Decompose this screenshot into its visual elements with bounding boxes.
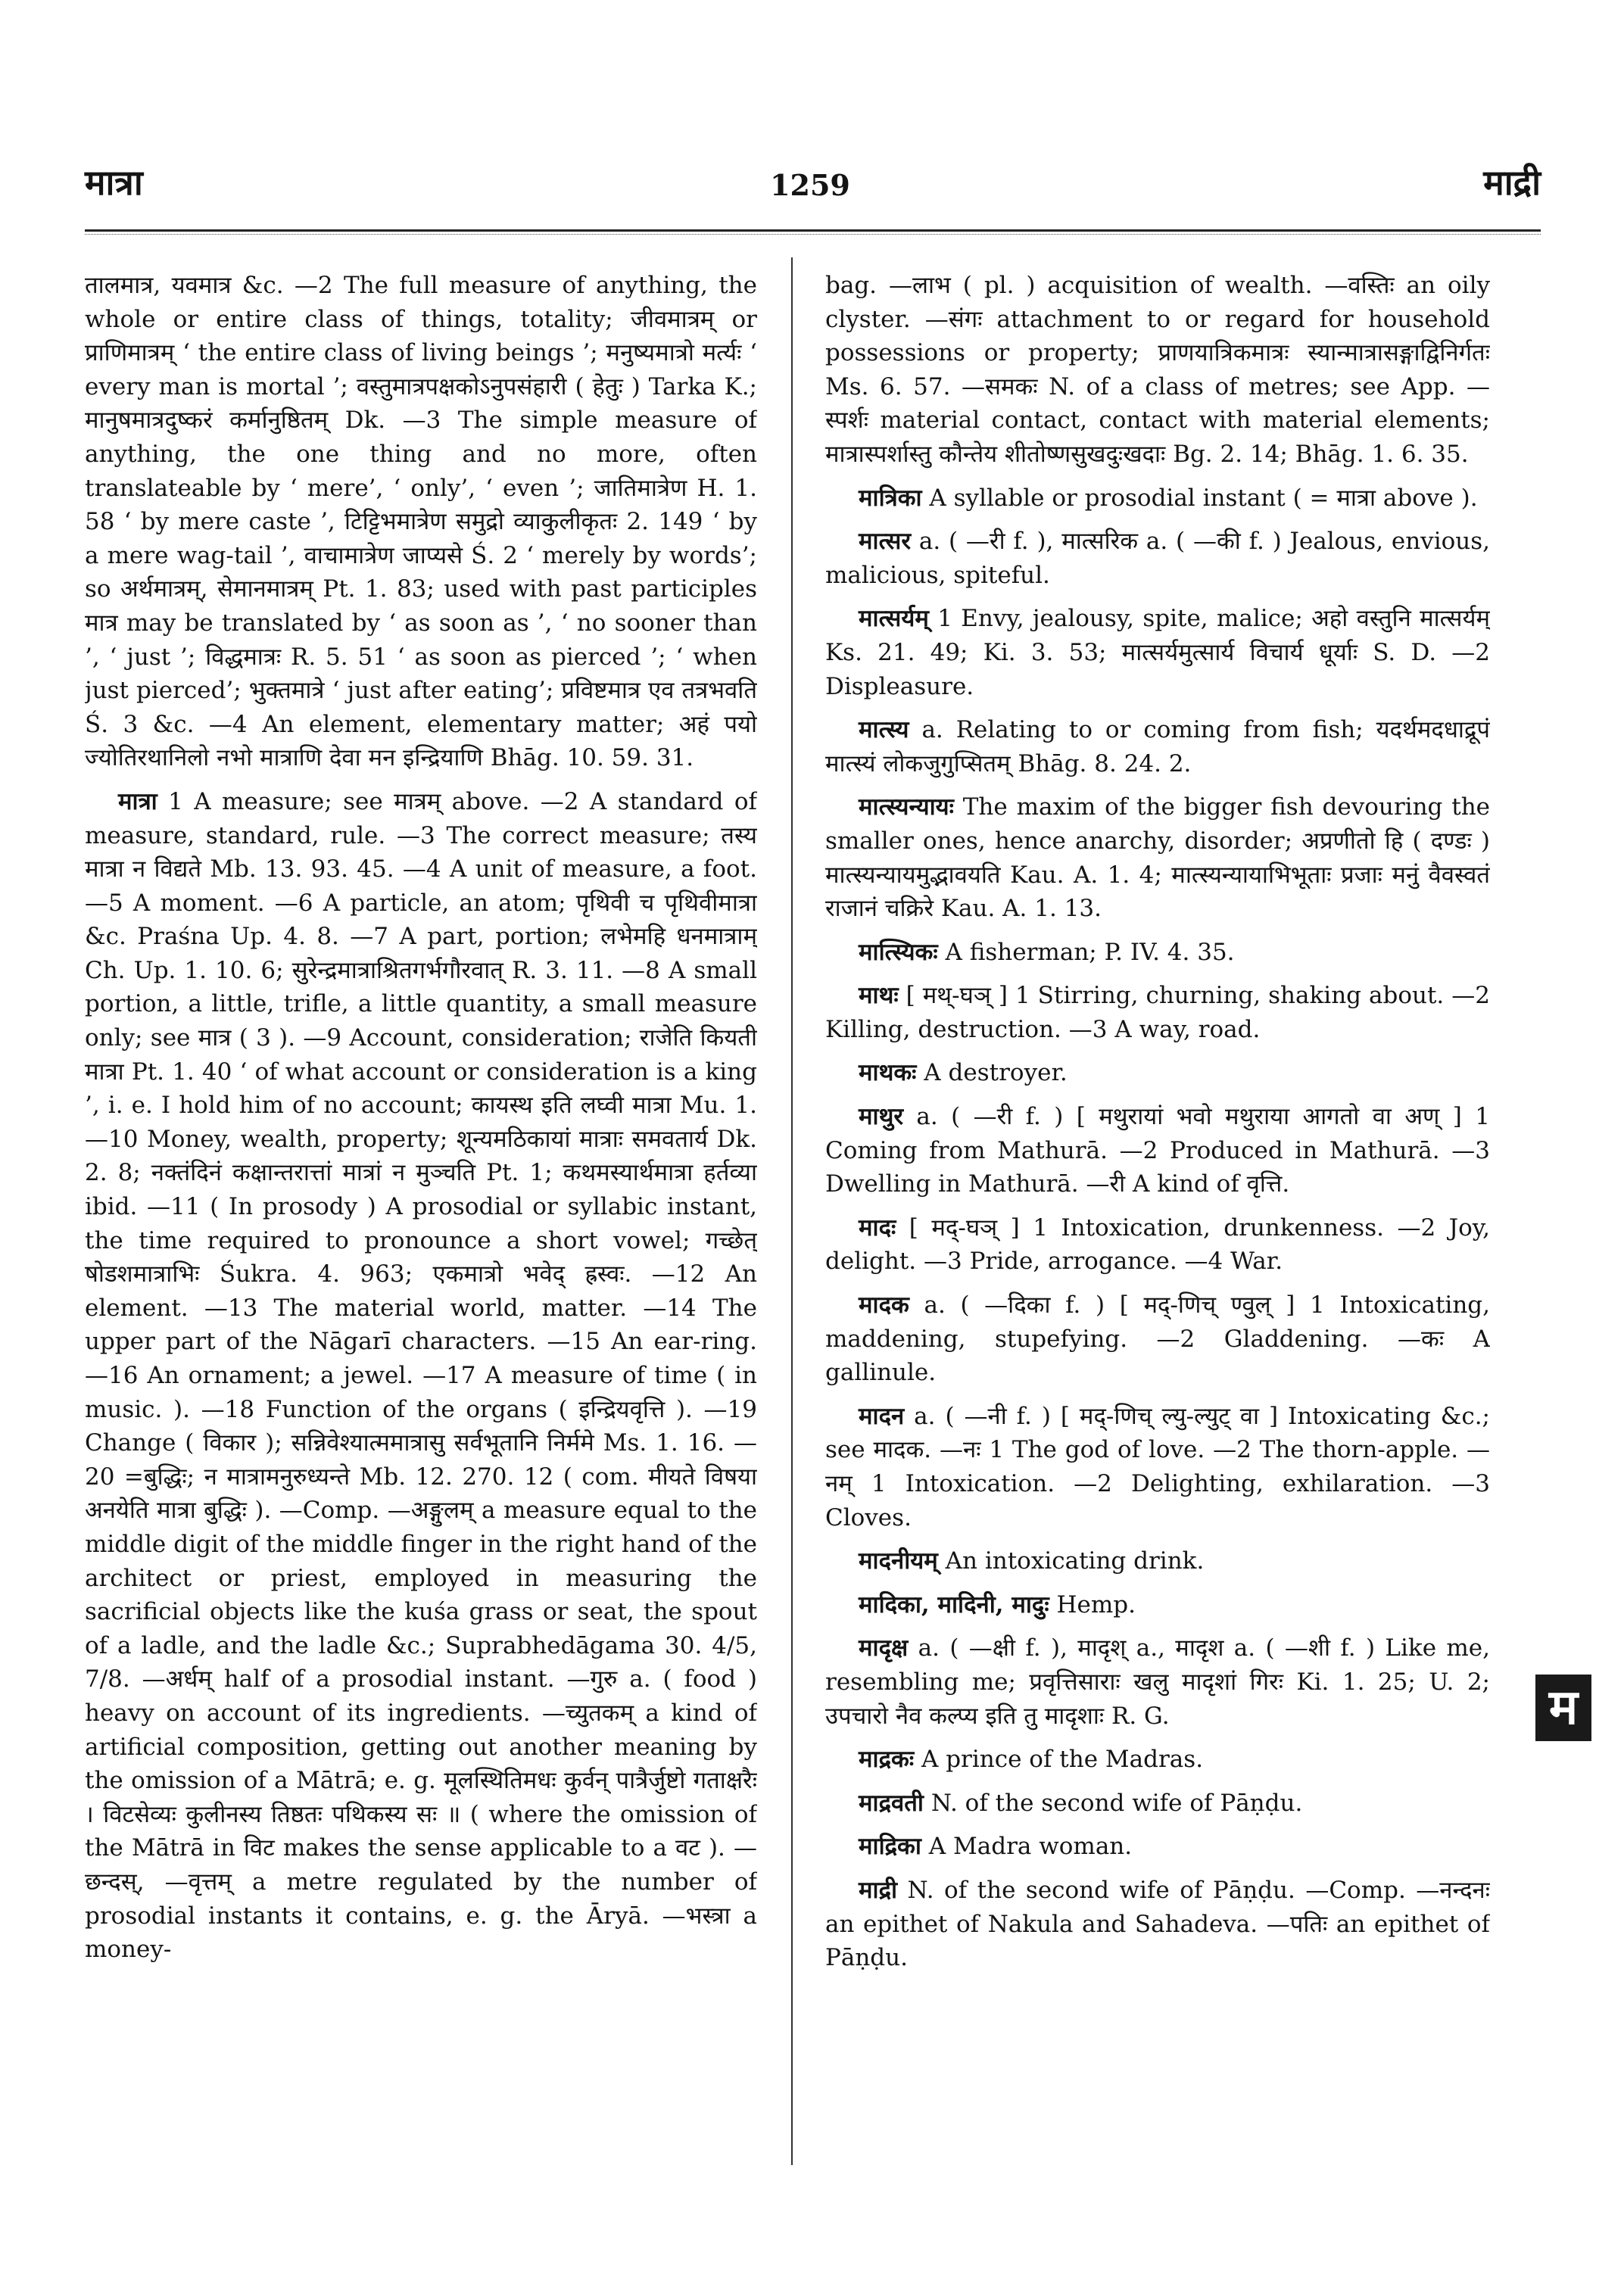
dictionary-entry xyxy=(825,979,1490,1046)
entry-headword: मादन xyxy=(859,1402,905,1430)
entry-definition: a. ( —क्षी f. ), मादृश् a., मादृश a. ( —शी f. ) Like me, resembling me; प्रवृत्तिसाराः खलु मादृशां गिरः Ki. 1. 25; U. 2; उपचारो नैव कल्प्य इति तु मादृशाः R. G. xyxy=(825,1634,1490,1730)
entry-headword: मात्सर xyxy=(859,528,912,556)
entry-definition: N. of the second wife of Pāṇḍu. xyxy=(923,1789,1303,1817)
column-divider xyxy=(791,257,793,2165)
dictionary-entry xyxy=(825,1874,1490,1975)
dictionary-entry xyxy=(825,525,1490,592)
page-number: 1259 xyxy=(770,168,850,202)
entry-definition: A prince of the Madras. xyxy=(914,1746,1204,1774)
dictionary-entry xyxy=(825,1100,1490,1201)
entry-headword: माथः xyxy=(859,982,899,1010)
entry-definition: a. ( —नी f. ) [ मद्-णिच् ल्यु-ल्युट् वा ] Intoxicating &c.; see मादक. —नः 1 The god of love. —2 The thorn-apple. —नम् 1 Intoxication. —2 Delighting, exhilaration. —3 Cloves. xyxy=(825,1402,1490,1531)
entry-headword: मादः xyxy=(859,1213,896,1242)
entry-definition: N. of the second wife of Pāṇḍu. —Comp. —नन्दनः an epithet of Nakula and Sahadeva. —पतिः an epithet of Pāṇḍu. xyxy=(825,1876,1490,1972)
entry-definition: A syllable or prosodial instant ( = मात्रा above ). xyxy=(921,484,1478,512)
entry-headword: माथुर xyxy=(859,1103,904,1131)
dictionary-entry xyxy=(825,1787,1490,1821)
dictionary-entry xyxy=(85,269,757,775)
entry-definition: A destroyer. xyxy=(916,1059,1068,1087)
dictionary-entry xyxy=(825,602,1490,703)
thumb-index-tab: म xyxy=(1535,1675,1591,1741)
dictionary-entry xyxy=(825,1288,1490,1390)
entry-definition: 1 Envy, jealousy, spite, malice; अहो वस्तुनि मात्सर्यम् Ks. 21. 49; Ki. 3. 53; मात्सर्यमुत्सार्य विचार्य धूर्याः S. D. —2 Displeasure. xyxy=(825,605,1490,700)
dictionary-entry xyxy=(825,1743,1490,1777)
entry-definition: a. Relating to or coming from fish; यदर्थमदधाद्रूपं मात्स्यं लोकजुगुप्सितम् Bhāg. 8. 24. 2. xyxy=(825,716,1490,777)
right-column xyxy=(825,269,1490,2192)
entry-definition: [ मथ्-घञ् ] 1 Stirring, churning, shaking about. —2 Killing, destruction. —3 A way, road. xyxy=(825,982,1490,1043)
dictionary-entry xyxy=(825,1631,1490,1733)
entry-definition: The maxim of the bigger fish devouring the smaller ones, hence anarchy, disorder; अप्रणीतो हि ( दण्डः ) मात्स्यन्यायमुद्भावयति Kau. A. 1. 4; मात्स्यन्यायाभिभूताः प्रजाः मनुं वैवस्वतं राजानं चक्रिरे Kau. A. 1. 13. xyxy=(825,793,1490,923)
entry-headword: मात्स्य xyxy=(859,716,909,744)
left-column xyxy=(85,269,757,2192)
header-rule xyxy=(85,229,1541,232)
entry-definition: bag. —लाभ ( pl. ) acquisition of wealth. —वस्तिः an oily clyster. —संगः attachment to or regard for household possessions or property; प्राणयात्रिकमात्रः स्यान्मात्रासङ्गाद्विनिर्गतः Ms. 6. 57. —समकः N. of a class of metres; see App. —स्पर्शः material contact, contact with material elements; मात्रास्पर्शास्तु कौन्तेय शीतोष्णसुखदुःखदाः Bg. 2. 14; Bhāg. 1. 6. 35. xyxy=(825,272,1490,468)
entry-definition: a. ( —री f. ), मात्सरिक a. ( —की f. ) Jealous, envious, malicious, spiteful. xyxy=(825,528,1490,589)
dictionary-entry xyxy=(825,1056,1490,1090)
dictionary-entry xyxy=(825,1400,1490,1534)
entry-headword: माथकः xyxy=(859,1059,917,1087)
entry-headword: मात्सर्यम् xyxy=(859,605,929,633)
dictionary-entry xyxy=(825,481,1490,516)
entry-definition: तालमात्र, यवमात्र &c. —2 The full measure of anything, the whole or entire class of things, totality; जीवमात्रम् or प्राणिमात्रम् ‘ the entire class of living beings ’; मनुष्यमात्रो मर्त्यः ‘ every man is mortal ’; वस्तुमात्रपक्षकोऽनुपसंहारी ( हेतुः ) Tarka K.; मानुषमात्रदुष्करं कर्मानुष्ठितम् Dk. —3 The simple measure of anything, the one thing and no more, often translateable by ‘ mere’, ‘ only’, ‘ even ’; जातिमात्रेण H. 1. 58 ‘ by mere caste ’, टिट्टिभमात्रेण समुद्रो व्याकुलीकृतः 2. 149 ‘ by a mere wag-tail ’, वाचामात्रेण जाप्यसे Ś. 2 ‘ merely by words’; so अर्थमात्रम्, सेमानमात्रम् Pt. 1. 83; used with past participles मात्र may be translated by ‘ as soon as ’, ‘ no sooner than ’, ‘ just ’; विद्धमात्रः R. 5. 51 ‘ as soon as pierced ’; ‘ when just pierced’; भुक्तमात्रे ‘ just after eating’; प्रविष्टमात्र एव तत्रभवति Ś. 3 &c. —4 An element, elementary matter; अहं पयो ज्योतिरथानिलो नभो मात्राणि देवा मन इन्द्रियाणि Bhāg. 10. 59. 31. xyxy=(85,272,757,772)
entry-headword: माद्रकः xyxy=(859,1746,915,1774)
dictionary-entry xyxy=(825,713,1490,780)
dictionary-entry xyxy=(825,1588,1490,1622)
entry-headword: मात्रा xyxy=(118,787,157,815)
dictionary-entry xyxy=(825,790,1490,925)
entry-headword: मात्रिका xyxy=(859,484,922,512)
entry-definition: a. ( —दिका f. ) [ मद्-णिच् ण्वुल् ] 1 Intoxicating, maddening, stupefying. —2 Gladdening. —कः A gallinule. xyxy=(825,1291,1490,1387)
dictionary-entry xyxy=(825,936,1490,970)
entry-headword: मादिका, मादिनी, मादुः xyxy=(859,1590,1049,1618)
header-right-word: माद्री xyxy=(1483,162,1541,203)
dictionary-entry xyxy=(85,785,757,1967)
entry-definition: An intoxicating drink. xyxy=(937,1547,1205,1575)
dictionary-entry xyxy=(825,1544,1490,1578)
entry-definition: Hemp. xyxy=(1049,1590,1136,1618)
entry-headword: मादनीयम् xyxy=(859,1547,938,1575)
entry-definition: 1 A measure; see मात्रम् above. —2 A standard of measure, standard, rule. —3 The correct measure; तस्य मात्रा न विद्यते Mb. 13. 93. 45. —4 A unit of measure, a foot. —5 A moment. —6 A particle, an atom; पृथिवी च पृथिवीमात्रा &c. Praśna Up. 4. 8. —7 A part, portion; लभेमहि धनमात्राम् Ch. Up. 1. 10. 6; सुरेन्द्रमात्राश्रितगर्भगौरवात् R. 3. 11. —8 A small portion, a little, trifle, a little quantity, a small measure only; see मात्र ( 3 ). —9 Account, consideration; राजेति कियती मात्रा Pt. 1. 40 ‘ of what account or consideration is a king ’, i. e. I hold him of no account; कायस्थ इति लघ्वी मात्रा Mu. 1. —10 Money, wealth, property; शून्यमठिकायां मात्राः समवतार्य Dk. 2. 8; नक्तंदिनं कक्षान्तरात्तां मात्रां न मुञ्चति Pt. 1; कथमस्यार्थमात्रा हर्तव्या ibid. —11 ( In prosody ) A prosodial or syllabic instant, the time required to pronounce a short vowel; गच्छेत् षोडशमात्राभिः Śukra. 4. 963; एकमात्रो भवेद् ह्रस्वः. —12 An element. —13 The material world, matter. —14 The upper part of the Nāgarī characters. —15 An ear-ring. —16 An ornament; a jewel. —17 A measure of time ( in music. ). —18 Function of the organs ( इन्द्रियवृत्ति ). —19 Change ( विकार ); सन्निवेश्यात्ममात्रासु सर्वभूतानि निर्ममे Ms. 1. 16. —20 =बुद्धिः; न मात्रामनुरुध्यन्ते Mb. 12. 270. 12 ( com. मीयते विषया अनयेति मात्रा बुद्धिः ). —Comp. —अङ्गुलम् a measure equal to the middle digit of the middle finger in the right hand of the architect or priest, employed in measuring the sacrificial objects like the kuśa grass or seat, the spout of a ladle, and the ladle &c.; Suprabhedāgama 30. 4/5, 7/8. —अर्धम् half of a prosodial instant. —गुरु a. ( food ) heavy on account of its ingredients. —च्युतकम् a kind of artificial composition, getting out another meaning by the omission of a Mātrā; e. g. मूलस्थितिमधः कुर्वन् पात्रैर्जुष्टो गताक्षरैः । विटसेव्यः कुलीनस्य तिष्ठतः पथिकस्य सः ॥ ( where the omission of the Mātrā in विट makes the sense applicable to a वट ). —छन्दस्, —वृत्तम् a metre regulated by the number of prosodial instants it contains, e. g. the Āryā. —भस्त्रा a money- xyxy=(85,787,757,1964)
header-left-word: मात्रा xyxy=(85,162,143,203)
entry-headword: मात्स्यन्यायः xyxy=(859,793,954,821)
entry-definition: [ मद्-घञ् ] 1 Intoxication, drunkenness. —2 Joy, delight. —3 Pride, arrogance. —4 War. xyxy=(825,1213,1490,1276)
entry-headword: मात्स्यिकः xyxy=(859,938,938,966)
header-dotted-rule xyxy=(85,234,1541,235)
dictionary-entry xyxy=(825,1211,1490,1279)
entry-definition: a. ( —री f. ) [ मथुरायां भवो मथुराया आगतो वा अण् ] 1 Coming from Mathurā. —2 Produced in Mathurā. —3 Dwelling in Mathurā. —री A kind of वृत्ति. xyxy=(825,1103,1490,1198)
entry-headword: मादृक्ष xyxy=(859,1634,909,1662)
entry-headword: माद्रवती xyxy=(859,1789,924,1817)
dictionary-entry xyxy=(825,269,1490,472)
entry-headword: मादक xyxy=(859,1291,909,1319)
entry-definition: A fisherman; P. IV. 4. 35. xyxy=(937,938,1235,966)
dictionary-entry xyxy=(825,1830,1490,1864)
entry-definition: A Madra woman. xyxy=(921,1833,1133,1861)
entry-headword: माद्री xyxy=(859,1876,898,1904)
entry-headword: माद्रिका xyxy=(859,1833,921,1861)
